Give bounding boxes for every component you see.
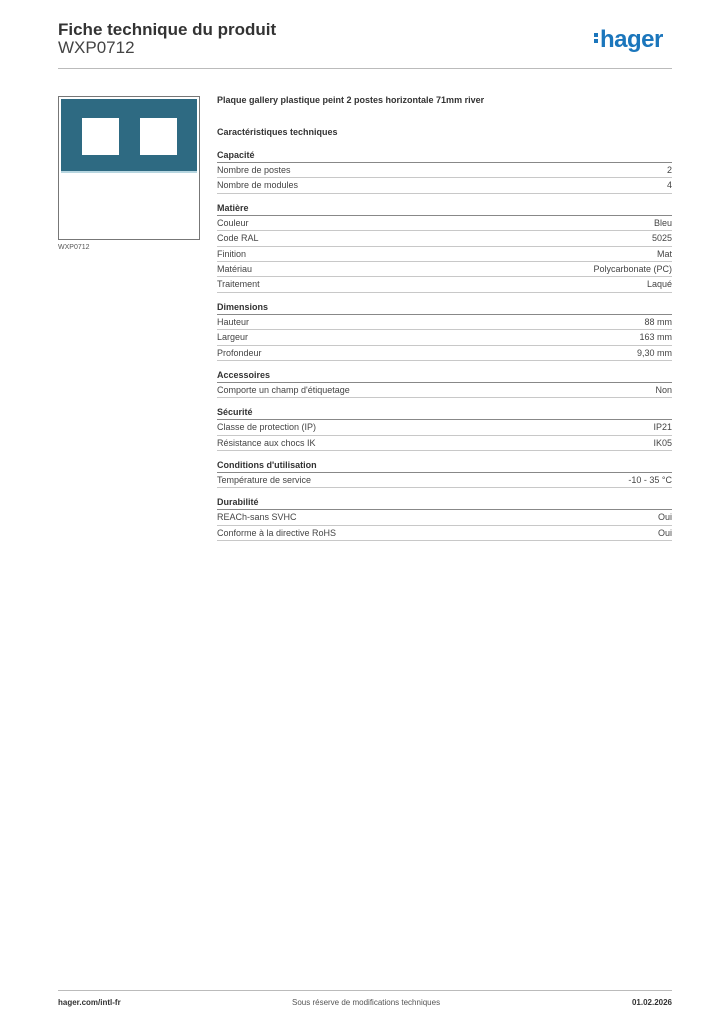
spec-row xyxy=(217,262,672,277)
spec-value: IP21 xyxy=(653,422,672,433)
footer-date: 01.02.2026 xyxy=(631,998,672,1007)
spec-label: Traitement xyxy=(217,279,260,290)
spec-value: Polycarbonate (PC) xyxy=(593,263,672,274)
spec-row xyxy=(217,178,672,193)
spec-label: Couleur xyxy=(217,217,249,228)
spec-row xyxy=(217,346,672,361)
spec-value: Oui xyxy=(657,512,672,523)
spec-label: Résistance aux chocs IK xyxy=(217,437,316,448)
spec-row xyxy=(217,247,672,262)
spec-value: Oui xyxy=(657,527,672,538)
spec-label: Profondeur xyxy=(217,347,262,358)
spec-section xyxy=(217,407,672,451)
plate-opening-left xyxy=(82,118,119,155)
spec-sections xyxy=(217,150,672,541)
page-title: Fiche technique du produit xyxy=(58,20,277,39)
spec-value: Non xyxy=(655,384,672,395)
spec-value: 9,30 mm xyxy=(636,347,672,358)
spec-content xyxy=(217,95,672,550)
logo-text: hager xyxy=(600,26,663,53)
product-description: Plaque gallery plastique peint 2 postes horizontale 71mm river xyxy=(217,95,485,105)
product-reference: WXP0712 xyxy=(58,38,135,57)
spec-value: Mat xyxy=(656,248,672,259)
plate-opening-right xyxy=(140,118,177,155)
section-title: Capacité xyxy=(217,150,672,163)
spec-value: 4 xyxy=(666,180,672,191)
spec-label: Classe de protection (IP) xyxy=(217,422,317,433)
spec-label: Conforme à la directive RoHS xyxy=(217,527,337,538)
spec-label: Code RAL xyxy=(217,233,259,244)
spec-label: Finition xyxy=(217,248,247,259)
spec-row xyxy=(217,383,672,398)
section-title: Sécurité xyxy=(217,407,672,420)
spec-section xyxy=(217,370,672,398)
spec-label: Hauteur xyxy=(217,316,250,327)
section-title: Conditions d'utilisation xyxy=(217,460,672,473)
image-caption: WXP0712 xyxy=(58,244,90,251)
section-title: Matière xyxy=(217,203,672,216)
spec-value: 163 mm xyxy=(639,332,672,343)
spec-label: Nombre de postes xyxy=(217,165,291,175)
spec-label: Matériau xyxy=(217,263,253,274)
spec-section xyxy=(217,302,672,361)
plate-illustration xyxy=(61,99,197,173)
spec-row xyxy=(217,330,672,345)
footer-website: hager.com/intl-fr xyxy=(58,998,121,1007)
spec-row xyxy=(217,420,672,435)
spec-value: Bleu xyxy=(653,217,672,228)
tech-heading: Caractéristiques techniques xyxy=(217,127,338,137)
section-title: Durabilité xyxy=(217,497,672,510)
section-title: Accessoires xyxy=(217,370,672,383)
spec-section xyxy=(217,497,672,541)
header-divider xyxy=(58,68,672,69)
spec-row xyxy=(217,231,672,246)
spec-section xyxy=(217,203,672,293)
section-title: Dimensions xyxy=(217,302,672,315)
spec-row xyxy=(217,163,672,178)
spec-value: IK05 xyxy=(653,437,672,448)
spec-value: 2 xyxy=(666,165,672,175)
product-image xyxy=(58,96,200,240)
spec-label: Comporte un champ d'étiquetage xyxy=(217,384,350,395)
spec-label: Nombre de modules xyxy=(217,180,299,191)
spec-section xyxy=(217,150,672,194)
spec-value: 88 mm xyxy=(644,316,672,327)
spec-label: REACh-sans SVHC xyxy=(217,512,297,523)
spec-value: -10 - 35 °C xyxy=(628,475,672,486)
hager-logo xyxy=(594,26,663,54)
logo-dots-icon xyxy=(594,31,598,45)
spec-value: 5025 xyxy=(651,233,672,244)
spec-section xyxy=(217,460,672,488)
spec-label: Température de service xyxy=(217,475,312,486)
spec-row xyxy=(217,436,672,451)
spec-row xyxy=(217,315,672,330)
spec-row xyxy=(217,510,672,525)
spec-label: Largeur xyxy=(217,332,249,343)
spec-row xyxy=(217,277,672,292)
footer-divider xyxy=(58,990,672,991)
footer-notice: Sous réserve de modifications techniques xyxy=(292,998,441,1007)
spec-row xyxy=(217,473,672,488)
spec-row xyxy=(217,526,672,541)
spec-row xyxy=(217,216,672,231)
spec-value: Laqué xyxy=(646,279,672,290)
